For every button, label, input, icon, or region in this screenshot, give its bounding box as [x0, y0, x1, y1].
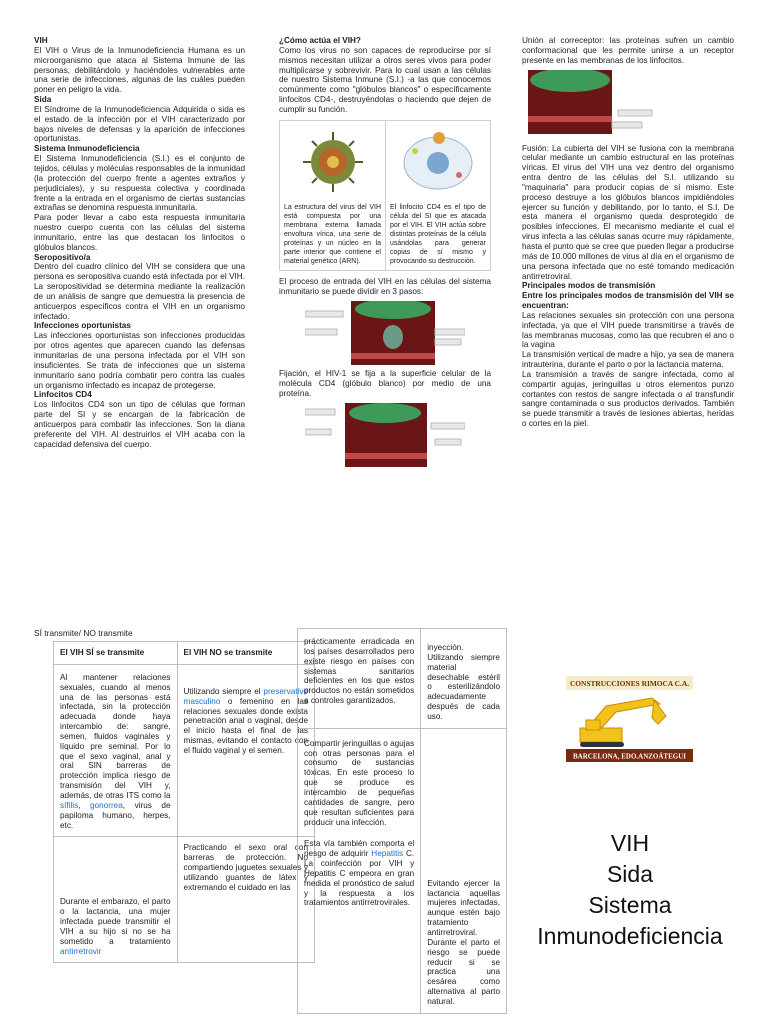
hepatitis-link[interactable]: Hepatitis	[371, 849, 404, 859]
table-cell-lactancia-no: Evitando ejercer la lactancia aquellas mujeres infectadas, aunque estén bajo tratamiento antirretroviral. Durante el parto el riesgo se puede reducir si se practica una cesárea como alternativa al parto natural.	[421, 728, 507, 1013]
process-text: El proceso de entrada del VIH en las células del sistema inmunitario se puede dividir en 3 pasos:	[279, 277, 491, 297]
company-logo	[566, 676, 693, 762]
cover-title-line: Sistema	[588, 892, 672, 919]
modos-subheading: Entre los principales modos de transmisión del VIH se encuentran:	[522, 291, 734, 311]
entry-diagram-step-3	[522, 70, 682, 134]
si-heading: Sistema Inmunodeficiencia	[34, 144, 140, 154]
figure-virus-caption: La estructura del virus del VIH está compuesta por una membrana externa llamada envoltura vírica, una serie de proteínas y un núcleo en la parte interior que contiene el material genético (ARN).	[284, 203, 381, 266]
table-cell-sexual-no: Utilizando siempre el preservativo masculino o femenino en las relaciones sexuales donde exista penetración anal o vaginal, desde el inicio hasta el final de las mismas, evitando el contacto con el fluido vaginal y el semen.	[177, 664, 314, 837]
table-cell-needles-yes: Compartir jeringuillas o agujas con otras personas para el consumo de sustancias tóxicas. En este proceso lo que se produce es intercambio de pequeñas cantidades de sangre, pero que resultan suficientes para producir una infección. Esta vía también comporta el riesgo de adquirir Hepatitis C. La coinfección por VIH y Hepatitis C empeora en gran medida el pronóstico de salud y la respuesta a los tratamientos antirretrovirales.	[298, 728, 421, 1013]
vih-text: El VIH o Virus de la Inmunodeficiencia Humana es un microorganismo que ataca al Sistema Inmune de las personas, debilitándolo y haciéndoles vulnerables ante una serie de infecciones, algunas de las cuáles pueden poner en peligro la vida.	[34, 45, 245, 95]
fusion-text: Fusión: La cubierta del VIH se fusiona con la membrana celular mediante un cambio estructural en las proteínas víricas. El virus del VIH una vez dentro del organismo entra dentro de las células del S.I. utilizando su "maquinaria" para producir copias de sí mismo. Este proceso destruye a los glóbulos blancos impidiéndoles ejercer su función y debilitando, por lo tanto, el S.I. De esta manera el organismo queda desprotegido de posibles infecciones. El mecanismo mediante el cual el virus infecta a las células sanas ocurre muy rápidamente, hasta el punto que se cree que pueden llegar a producirse más de 10.000 millones de virus al día en el organismo de una persona infectada que no esté tomando medicación antirretroviral.	[522, 143, 734, 281]
cover-title	[520, 828, 740, 952]
sero-heading: Seropositivo/a	[34, 252, 91, 262]
modos-heading: Principales modos de transmisión	[522, 281, 656, 291]
sexual-text: Las relaciones sexuales sin protección con una persona infectada, ya que el VIH puede transmitirse a través de las membranas mucosas, como las que recubren el ano o la vagina	[522, 310, 734, 350]
inf-heading: Infecciones oportunistas	[34, 321, 131, 331]
figure-cd4-caption: El linfocito CD4 es el tipo de célula del SI que es atacada por el VIH. El VIH actúa sobre distintas proteínas de la célula usándolas para generar copias de sí mismo y provocando su destrucción.	[390, 203, 486, 266]
sangre-text: La transmisión a través de sangre infectada, como al compartir agujas, jeringuillas u otros elementos punzo cortantes con restos de sangre infectada o al transfundir sangre contaminada o sus productos derivados. También se puede transmitir a través de lesiones abiertas, heridas o cortes en la piel.	[522, 369, 734, 429]
antirretroviral-link[interactable]: antirretrovir	[60, 946, 102, 956]
preservativo-link[interactable]: preservativo masculino	[183, 686, 308, 706]
gonorrea-link[interactable]: gonorrea	[90, 800, 123, 810]
si-text-2: Para poder llevar a cabo esta respuesta inmunitaria nuestro cuerpo cuenta con las células del sistema inmunitario, entre las que destacan los linfocitos o glóbulos blancos.	[34, 213, 245, 252]
logo-bottom-text: BARCELONA, EDO.ANZOÁTEGUI	[573, 752, 686, 761]
cover-title-line: Inmunodeficiencia	[537, 923, 723, 950]
transmission-table-right	[297, 628, 507, 1014]
virus-illustration	[288, 127, 378, 197]
fijacion-text: Fijación, el HIV-1 se fija a la superficie celular de la molécula CD4 (glóbulo blanco) por medio de una proteína.	[279, 369, 491, 398]
how-intro: Como los virus no son capaces de reproducirse por sí mismos necesitan utilizar a otros seres vivos para poder multiplicarse y sobrevivir. Para lo cual usan a las células de nuestro Sistema Inmune (S.I.) -a las que conocemos comúnmente como "glóbulos blancos" o específicamente linfocitos CD4-, destruyéndolas o haciendo que dejen de cumplir su función.	[279, 45, 491, 114]
entry-diagram-step-2	[305, 403, 465, 467]
how-heading: ¿Cómo actúa el VIH?	[279, 36, 361, 45]
table-cell-oral-no: Practicando el sexo oral con barreras de protección. No compartiendo juguetes sexuales y utilizando guantes de látex y extremando el cuidado en las	[177, 837, 314, 963]
cd4-text: Los linfocitos CD4 son un tipo de células que forman parte del SI y se encargan de la fabricación de anticuerpos para combatir las infecciones. Son la diana preferente del VIH. Al destruirlos el VIH acaba con la capacidad defensiva del cuerpo.	[34, 400, 245, 449]
table-cell-blood-no: inyección. Utilizando siempre material desechable estéril o esterilizándolo adecuadamente después de cada uso.	[421, 629, 507, 729]
cover-title-line: VIH	[610, 830, 650, 856]
table-row	[54, 837, 315, 963]
column-fusion-transmission	[522, 36, 734, 429]
table-row	[298, 629, 507, 729]
vih-heading: VIH	[34, 36, 48, 45]
vertical-text: La transmisión vertical de madre a hijo, ya sea de manera intrauterina, durante el parto o por la lactancia materna.	[522, 350, 734, 370]
sida-heading: Sida	[34, 95, 52, 105]
si-text: El Sistema Inmunodeficiencia (S.I.) es el conjunto de tejidos, células y moléculas responsables de la inmunidad (la protección del cuerpo frente a agentes extraños y perjudiciales), y su respuesta colectiva y coordinada frente a la entrada en el organismo de ciertas sustancias extrañas se denomina respuesta inmunitaria.	[34, 154, 245, 213]
table-row	[54, 664, 315, 837]
logo-top-text: CONSTRUCCIONES RIMOCA C.A.	[569, 679, 690, 688]
column-definitions	[34, 36, 245, 449]
union-text: Unión al correceptor: las proteínas sufren un cambio conformacional que les permite unirse a un receptor presente en las membranas de los linfocitos.	[522, 36, 734, 65]
entry-diagram-step-1	[305, 301, 465, 365]
header-si-transmite: El VIH SÍ se transmite	[54, 642, 178, 665]
transmission-table-label: SÍ transmite/ NO transmite	[34, 628, 133, 638]
sifilis-link[interactable]: sífilis	[60, 800, 79, 810]
cd4-heading: Linfocitos CD4	[34, 390, 92, 400]
column-how-it-acts	[279, 36, 491, 471]
figure-box	[279, 120, 491, 272]
header-no-transmite: El VIH NO se transmite	[177, 642, 314, 665]
table-cell-sexual-yes: Al mantener relaciones sexuales, cuando al menos una de las personas está infectada, sin la protección adecuada donde haya intercambio de: sangre, semen, fluidos vaginales y líquido pre seminal. Por lo que el sexo vaginal, anal y oral SIN barreras de protección implica riesgo de transmisión del VIH y, además, de otras ITS como la sífilis, gonorrea, virus de papiloma humano, herpes, etc.	[54, 664, 178, 837]
table-header-row	[54, 642, 315, 665]
figure-cd4-cell	[385, 121, 490, 271]
sero-text: Dentro del cuadro clínico del VIH se considera que una persona es seropositiva cuando está infectada por el VIH. La seropositividad se determina mediante la realización de un análisis de sangre que demuestra la presencia de anticuerpos específicos contra el VIH en un organismo infectado.	[34, 262, 245, 321]
table-row	[298, 728, 507, 1013]
sida-text: El Síndrome de la Inmunodeficiencia Adquirida o sida es el estado de la infección por el VIH caracterizado por bajos niveles de defensas y la aparición de infecciones oportunistas.	[34, 104, 245, 144]
cd4-cell-illustration	[393, 127, 483, 197]
transmission-table-left	[53, 641, 315, 963]
cover-title-line: Sida	[606, 861, 654, 888]
figure-virus-cell	[280, 121, 385, 271]
inf-text: Las infecciones oportunistas son infecciones producidas por otros agentes que aparecen cuando las defensas inmunitarias de una persona infectada por el VIH son insuficientes. Se trata de infecciones que un sistema inmunitario sano podría combatir pero contra las cuales un organismo infectado es incapaz de protegerse.	[34, 331, 245, 390]
table-cell-blood-yes: prácticamente erradicada en los países desarrollados pero existe riesgo en países con sistemas sanitarios deficientes en los que estos productos no están sometidos a controles garantizados.	[298, 629, 421, 729]
table-cell-vertical-yes: Durante el embarazo, el parto o la lactancia, una mujer infectada puede transmitir el VIH a su hijo si no se ha sometido a tratamiento antirretrovir	[54, 837, 178, 963]
